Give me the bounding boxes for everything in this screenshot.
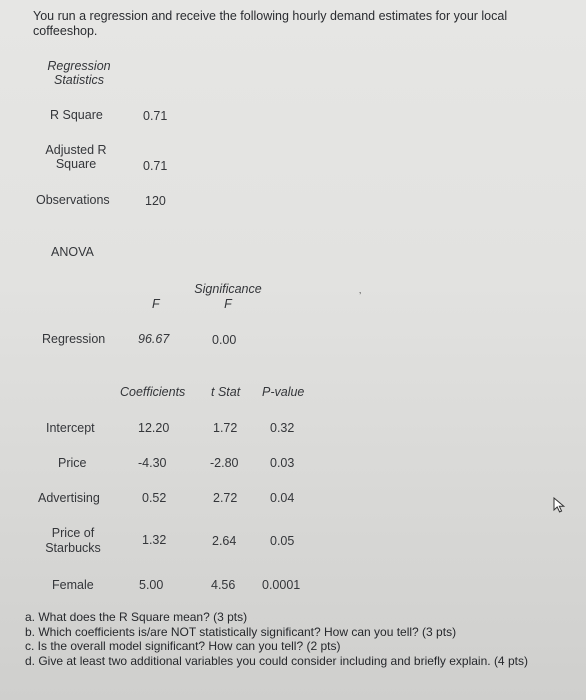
row-label-price-of-starbucks — [38, 526, 108, 556]
pvalue-intercept: 0.32 — [270, 421, 295, 435]
t-stat-header: t Stat — [211, 385, 241, 399]
coef-price: -4.30 — [138, 456, 167, 470]
r-square-label: R Square — [50, 108, 103, 122]
question-list — [25, 610, 570, 668]
tstat-price: -2.80 — [210, 456, 239, 470]
question-d: d. Give at least two additional variables you could consider including and briefly explain. (4 pts) — [25, 653, 528, 668]
anova-title: ANOVA — [51, 245, 94, 259]
coef-advertising: 0.52 — [142, 491, 167, 505]
row-label-price: Price — [58, 456, 87, 470]
row-label-advertising: Advertising — [38, 491, 100, 505]
observations-label: Observations — [36, 193, 110, 207]
stray-mark: ’ — [359, 291, 362, 302]
r-square-value: 0.71 — [143, 109, 168, 123]
question-c: c. Is the overall model significant? How can you tell? (2 pts) — [25, 639, 341, 654]
adjusted-r-square-label-line2: Square — [55, 157, 97, 171]
anova-regression-f: 96.67 — [138, 332, 170, 346]
adjusted-r-square-value: 0.71 — [143, 159, 168, 173]
regression-statistics-header-line2: Statistics — [53, 73, 104, 87]
mouse-pointer-icon — [553, 497, 567, 513]
anova-significance-header — [188, 282, 268, 312]
p-value-header: P-value — [262, 385, 305, 399]
regression-statistics-header — [40, 59, 118, 87]
anova-f-header: F — [152, 297, 160, 311]
coef-female: 5.00 — [139, 578, 164, 592]
anova-significance-header-line1: Significance — [194, 282, 262, 296]
pvalue-price: 0.03 — [270, 456, 295, 470]
regression-statistics-header-line1: Regression — [47, 59, 111, 73]
row-label-price-of-starbucks-line2: Starbucks — [45, 541, 101, 555]
observations-value: 120 — [145, 194, 166, 208]
anova-regression-significance: 0.00 — [212, 333, 237, 347]
coef-price-of-starbucks: 1.32 — [142, 533, 167, 547]
row-label-female: Female — [52, 578, 94, 592]
anova-significance-header-line2: F — [224, 297, 232, 311]
question-a: a. What does the R Square mean? (3 pts) — [25, 610, 248, 624]
adjusted-r-square-label — [38, 143, 114, 171]
pvalue-female: 0.0001 — [262, 578, 301, 592]
intro-text: You run a regression and receive the following hourly demand estimates for your local coffeeshop. — [33, 9, 508, 38]
question-b: b. Which coefficients is/are NOT statistically significant? How can you tell? (3 pts) — [25, 624, 457, 639]
adjusted-r-square-label-line1: Adjusted R — [45, 143, 107, 157]
coefficients-header: Coefficients — [120, 385, 186, 399]
tstat-female: 4.56 — [211, 578, 236, 592]
row-label-price-of-starbucks-line1: Price of — [51, 526, 95, 540]
coef-intercept: 12.20 — [138, 421, 170, 435]
row-label-intercept: Intercept — [46, 421, 95, 435]
tstat-intercept: 1.72 — [213, 421, 238, 435]
anova-regression-label: Regression — [42, 332, 106, 346]
pvalue-advertising: 0.04 — [270, 491, 295, 505]
tstat-price-of-starbucks: 2.64 — [212, 534, 237, 548]
tstat-advertising: 2.72 — [213, 491, 238, 505]
pvalue-price-of-starbucks: 0.05 — [270, 534, 295, 548]
